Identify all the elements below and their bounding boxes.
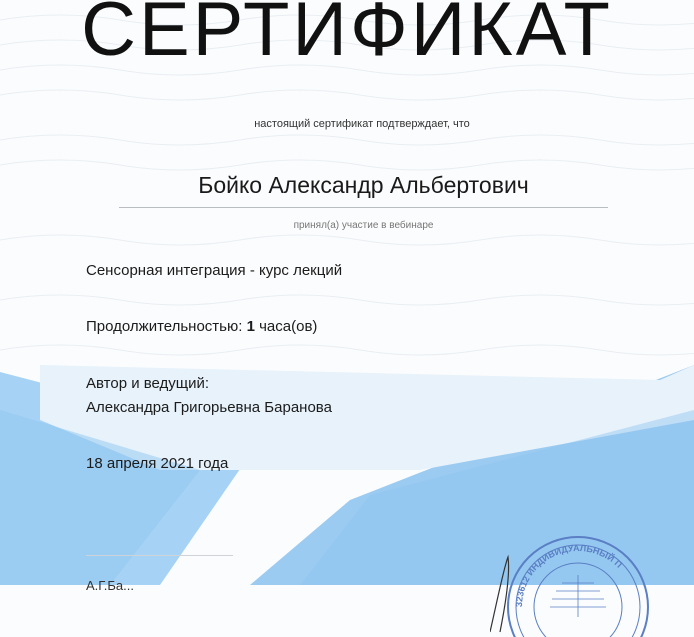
recipient-name: Бойко Александр Альбертович <box>198 172 529 198</box>
participation-text: принял(а) участие в вебинаре <box>293 220 434 231</box>
duration-value: 1 <box>246 318 255 335</box>
stamp-seal <box>490 527 650 637</box>
course-title: Сенсорная интеграция - курс лекций <box>86 262 343 279</box>
certificate-date: 18 апреля 2021 года <box>86 455 229 472</box>
signature-name: А.Г.Ба... <box>86 578 134 593</box>
author-label: Автор и ведущий: <box>86 375 210 392</box>
author-name: Александра Григорьевна Баранова <box>86 399 332 416</box>
duration-unit: часа(ов) <box>259 318 318 335</box>
certificate-title: СЕРТИФИКАТ <box>81 0 613 72</box>
duration-line <box>86 318 317 335</box>
duration-label: Продолжительностью: <box>86 318 243 335</box>
stamp-digits: 323612 <box>513 574 532 608</box>
signature-stroke-icon <box>490 557 509 632</box>
certificate-subtitle: настоящий сертификат подтверждает, что <box>254 118 470 130</box>
signature-line <box>86 555 233 556</box>
stamp-text: ИНДИВИДУАЛЬНЫЙ П <box>524 542 625 578</box>
name-underline <box>119 207 608 208</box>
